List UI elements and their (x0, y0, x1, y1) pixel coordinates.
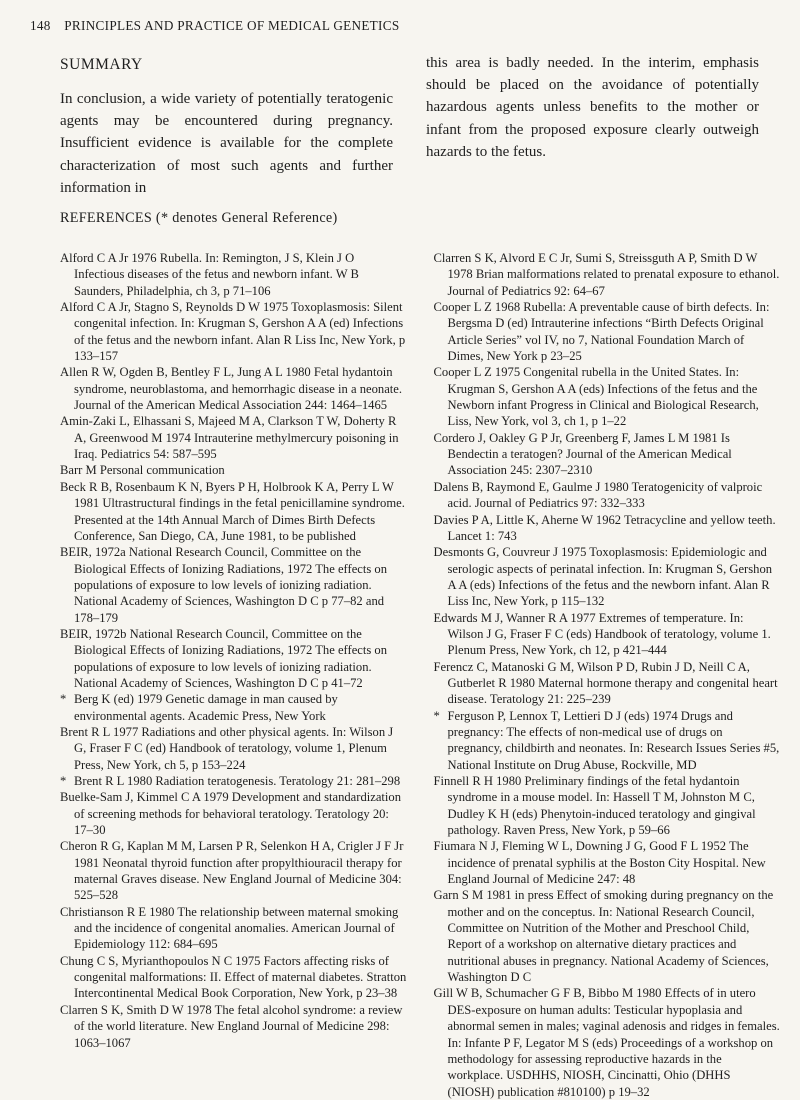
reference-entry (60, 544, 407, 626)
references-column-right (434, 250, 781, 1100)
reference-text: Ferencz C, Matanoski G M, Wilson P D, Rubin J D, Neill C A, Gutberlet R 1980 Maternal hormone therapy and congenital heart disease. Teratology 21: 225–239 (433, 659, 778, 707)
reference-text: Alford C A Jr, Stagno S, Reynolds D W 1975 Toxoplasmosis: Silent congenital infection. In: Krugman S, Gershon A A (ed) Infections of the fetus and the newborn infant. Alan R Liss Inc, New York, p 133–157 (60, 300, 406, 364)
general-reference-star-icon: * (433, 708, 440, 723)
reference-entry (434, 887, 781, 985)
reference-text: Dalens B, Raymond E, Gaulme J 1980 Teratogenicity of valproic acid. Journal of Pediatrics 97: 332–333 (433, 479, 763, 511)
reference-entry (434, 479, 781, 512)
reference-entry (60, 413, 407, 462)
reference-entry (434, 659, 781, 708)
reference-text: BEIR, 1972a National Research Council, Committee on the Biological Effects of Ionizing Radiations, 1972 The effects on populations of exposure to low levels of ionizing radiation. National Academy of Sciences, Washington D C p 77–82 and 178–179 (60, 545, 388, 625)
running-header (30, 18, 770, 34)
reference-text: Buelke-Sam J, Kimmel C A 1979 Development and standardization of screening methods for behavioral teratology. Teratology 20: 17–30 (60, 790, 402, 838)
reference-text: Brent R L 1977 Radiations and other physical agents. In: Wilson J G, Fraser F C (ed) Handbook of teratology, volume 1, Plenum Press, New York, ch 5, p 153–224 (60, 724, 394, 772)
reference-entry (60, 364, 407, 413)
reference-entry (60, 789, 407, 838)
references-list (60, 250, 780, 1100)
summary-text-right: this area is badly needed. In the interim, emphasis should be placed on the avoidance of potentially hazardous agents unless benefits to the mother or infant from the proposed exposure clearly outweigh hazards to the fetus. (426, 55, 759, 160)
reference-text: Allen R W, Ogden B, Bentley F L, Jung A L 1980 Fetal hydantoin syndrome, neuroblastoma, and hemorrhagic disease in a neonate. Journal of the American Medical Association 244: 1464–1465 (60, 365, 403, 413)
reference-text: Finnell R H 1980 Preliminary findings of the fetal hydantoin syndrome in a mouse model. In: Hassell T M, Johnston M C, Dudley K H (eds) Phenytoin-induced teratology and gingival pathology. Raven Press, New York, p 59–66 (433, 774, 756, 838)
general-reference-star-icon: * (60, 692, 67, 707)
reference-text: Alford C A Jr 1976 Rubella. In: Remington, J S, Klein J O Infectious diseases of the fetus and newborn infant. W B Saunders, Philadelphia, ch 3, p 71–106 (60, 251, 359, 298)
reference-text: Cheron R G, Kaplan M M, Larsen P R, Selenkon H A, Crigler J F Jr 1981 Neonatal thyroid function after propylthiouracil therapy for maternal Graves disease. New England Journal of Medicine 304: 525–528 (60, 839, 404, 903)
reference-text: Christianson R E 1980 The relationship between maternal smoking and the incidence of congenital anomalies. American Journal of Epidemiology 112: 684–695 (60, 904, 399, 952)
reference-entry (434, 250, 781, 299)
reference-text: Amin-Zaki L, Elhassani S, Majeed M A, Clarkson T W, Doherty R A, Greenwood M 1974 Intrauterine methylmercury poisoning in Iraq. Pediatrics 54: 587–595 (60, 414, 399, 462)
reference-entry (434, 299, 781, 364)
summary-text-left: In conclusion, a wide variety of potentially teratogenic agents may be encountered during pregnancy. Insufficient evidence is available for the complete characterization of most such agents and further information in (60, 91, 393, 196)
reference-text: BEIR, 1972b National Research Council, Committee on the Biological Effects of Ionizing Radiations, 1972 The effects on populations of exposure to low levels of ionizing radiation. National Academy of Sciences, Washington D C p 41–72 (60, 626, 388, 690)
reference-entry (60, 773, 407, 789)
reference-entry (434, 610, 781, 659)
reference-text: Cordero J, Oakley G P Jr, Greenberg F, James L M 1981 Is Bendectin a teratogen? Journal of the American Medical Association 245: 2307–2310 (433, 430, 732, 478)
reference-entry (434, 985, 781, 1099)
reference-text: Barr M Personal communication (60, 463, 225, 478)
reference-entry (434, 773, 781, 838)
reference-entry (60, 299, 407, 364)
reference-entry (60, 691, 407, 724)
references-heading: REFERENCES (* denotes General Reference) (60, 210, 338, 226)
reference-text: Clarren S K, Alvord E C Jr, Sumi S, Streissguth A P, Smith D W 1978 Brian malformations related to prenatal exposure to ethanol. Journal of Pediatrics 92: 64–67 (433, 251, 780, 298)
reference-entry (60, 953, 407, 1002)
reference-text: Brent R L 1980 Radiation teratogenesis. Teratology 21: 281–298 (74, 774, 401, 788)
reference-entry (434, 364, 781, 429)
references-column-left (60, 250, 407, 1100)
reference-entry (60, 838, 407, 903)
reference-entry (434, 512, 781, 545)
reference-text: Cooper L Z 1968 Rubella: A preventable cause of birth defects. In: Bergsma D (ed) Intrauterine infections “Birth Defects Original Article Series” vol IV, no 7, National Foundation March of Dimes, New York p 23–25 (433, 300, 770, 364)
reference-text: Ferguson P, Lennox T, Lettieri D J (eds) 1974 Drugs and pregnancy: The effects of non-medical use of drugs on pregnancy, childbirth and neonates. In: Research Issues Series #5, National Institute on Drug Abuse, Rockville, MD (447, 708, 780, 772)
reference-text: Chung C S, Myrianthopoulos N C 1975 Factors affecting risks of congenital malformations: II. Effect of maternal diabetes. Stratton Intercontinental Medical Book Corporation, New York, p 23–38 (60, 953, 407, 1001)
summary-heading: SUMMARY (60, 56, 143, 73)
summary-section (60, 56, 760, 199)
general-reference-star-icon: * (60, 774, 67, 788)
reference-text: Garn S M 1981 in press Effect of smoking during pregnancy on the mother and on the conceptus. In: National Research Council, Committee on Nutrition of the Mother and Preschool Child, Report of a workshop on alternative dietary practices and nutritional abuses in pregnancy. National Academy of Sciences, Washington D C (433, 888, 774, 985)
reference-entry (434, 838, 781, 887)
reference-entry (60, 462, 407, 478)
reference-entry (60, 724, 407, 773)
reference-entry (60, 904, 407, 953)
reference-entry (60, 626, 407, 691)
reference-text: Gill W B, Schumacher G F B, Bibbo M 1980 Effects of in utero DES-exposure on human adults: Testicular hypoplasia and abnormal semen in males; vaginal adenosis and ridges in females. In: Infante P F, Legator M S (eds) Proceedings of a workshop on methodology for assessing reproductive hazards in the workplace. USDHHS, NIOSH, Cincinatti, Ohio (DHHS (NIOSH) publication #810100) p 19–32 (433, 986, 780, 1099)
reference-text: Fiumara N J, Fleming W L, Downing J G, Good F L 1952 The incidence of prenatal syphilis at the Boston City Hospital. New England Journal of Medicine 247: 48 (433, 839, 766, 887)
reference-text: Cooper L Z 1975 Congenital rubella in the United States. In: Krugman S, Gershon A A (eds) Infections of the fetus and the Newborn infant Progress in Clinical and Biological Research, Liss, New York, vol 3, ch 1, p 1–22 (433, 365, 759, 429)
reference-text: Berg K (ed) 1979 Genetic damage in man caused by environmental agents. Academic Press, New York (74, 692, 338, 723)
reference-entry (434, 708, 781, 773)
page-number: 148 (30, 18, 51, 33)
reference-text: Desmonts G, Couvreur J 1975 Toxoplasmosis: Epidemiologic and serologic aspects of perinatal infection. In: Krugman S, Gershon A A (eds) Infections of the fetus and the newborn infant. Alan R Liss Inc, New York, p 115–132 (433, 545, 773, 609)
reference-entry (434, 544, 781, 609)
reference-entry (60, 1002, 407, 1051)
reference-text: Clarren S K, Smith D W 1978 The fetal alcohol syndrome: a review of the world literature. New England Journal of Medicine 298: 1063–1067 (60, 1002, 403, 1050)
running-title: PRINCIPLES AND PRACTICE OF MEDICAL GENETICS (64, 18, 400, 33)
reference-entry (434, 430, 781, 479)
reference-text: Beck R B, Rosenbaum K N, Byers P H, Holbrook K A, Perry L W 1981 Ultrastructural findings in the fetal penicillamine syndrome. Presented at the 14th Annual March of Dimes Birth Defects Conference, San Diego, CA, June 1981, to be published (60, 479, 405, 543)
reference-text: Davies P A, Little K, Aherne W 1962 Tetracycline and yellow teeth. Lancet 1: 743 (433, 512, 776, 543)
reference-entry (60, 250, 407, 299)
reference-entry (60, 479, 407, 544)
reference-text: Edwards M J, Wanner R A 1977 Extremes of temperature. In: Wilson J G, Fraser F C (eds) Handbook of teratology, volume 1. Plenum Press, New York, ch 12, p 421–444 (433, 610, 771, 658)
